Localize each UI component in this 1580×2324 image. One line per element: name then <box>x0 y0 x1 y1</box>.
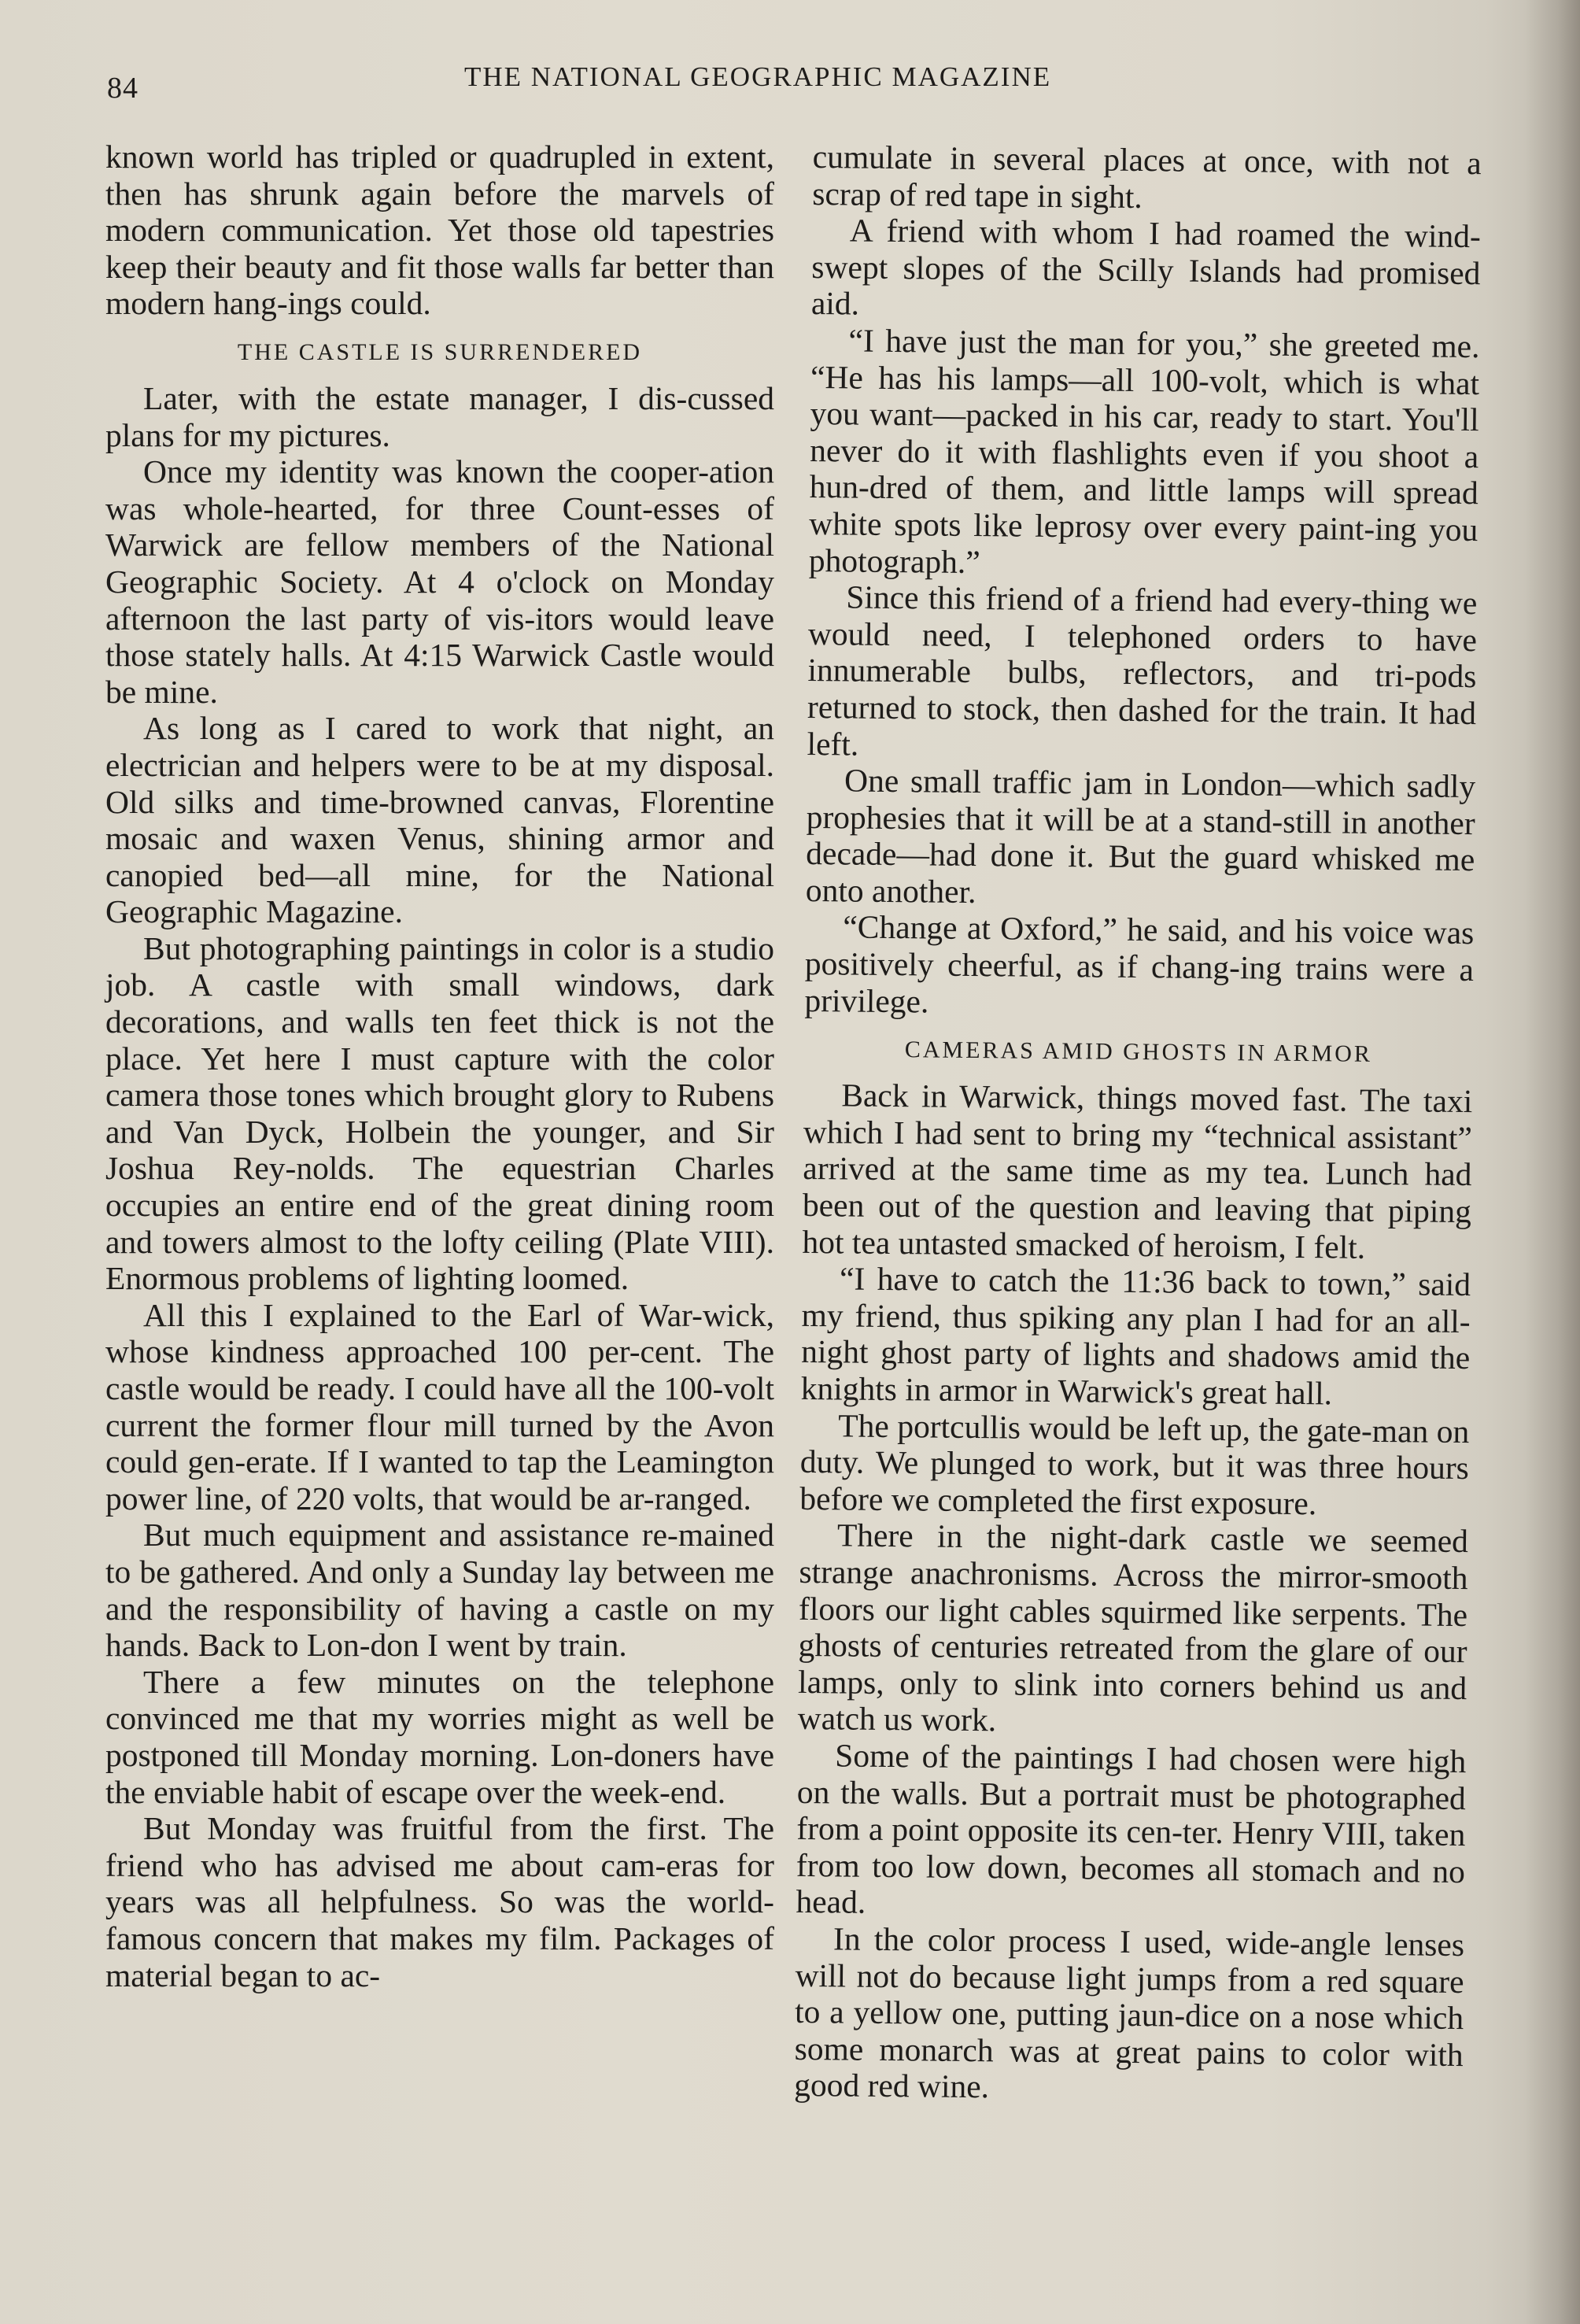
paragraph: Later, with the estate manager, I dis-cussed plans for my pictures. <box>105 379 774 453</box>
section-heading: THE CASTLE IS SURRENDERED <box>237 338 643 365</box>
section-heading: CAMERAS AMID GHOSTS IN ARMOR <box>904 1036 1373 1068</box>
paragraph: Once my identity was known the cooper-ation was whole-hearted, for three Count-esses of Warwick are fellow members of the National Geographic Society. At 4 o'clock on Monday afternoon the last party of vis-itors would leave those stately halls. At 4:15 Warwick Castle would be mine. <box>105 453 774 710</box>
right-column <box>794 139 1482 2110</box>
paragraph: A friend with whom I had roamed the wind-swept slopes of the Scilly Islands had promised aid. <box>810 212 1482 322</box>
paragraph: One small traffic jam in London—which sadly prophesies that it will be at a stand-still in another decade—had done it. But the guard whisked me onto another. <box>805 762 1476 910</box>
paragraph: The portcullis would be left up, the gate-man on duty. We plunged to work, but it was three hours before we completed the first exposure. <box>799 1406 1470 1522</box>
left-column <box>105 139 774 1993</box>
paragraph: But Monday was fruitful from the first. The friend who has advised me about cam-eras for years was all helpfulness. So was the world-famous concern that makes my film. Packages of material began to ac- <box>105 1810 774 1993</box>
paragraph: “I have just the man for you,” she greeted me. “He has his lamps—all 100-volt, which is what you want—packed in his car, ready to start. You'll never do it with flashlights even if you shoot a hun-dred of them, and little lamps will spread white spots like leprosy over every paint-ing you photograph.” <box>808 322 1480 580</box>
paragraph: As long as I cared to work that night, an electrician and helpers were to be at my disposal. Old silks and time-browned canvas, Florentine mosaic and waxen Venus, shining armor and canopied bed—all mine, for the National Geographic Magazine. <box>105 710 774 930</box>
paragraph: There a few minutes on the telephone convinced me that my worries might as well be postponed till Monday morning. Lon-doners have the enviable habit of escape over the week-end. <box>105 1663 774 1810</box>
paragraph: Since this friend of a friend had every-thing we would need, I telephoned orders to have innumerable bulbs, reflectors, and tri-pods returned to stock, then dashed for the train. It had left. <box>807 578 1478 763</box>
paragraph: But photographing paintings in color is a studio job. A castle with small windows, dark decorations, and walls ten feet thick is not the place. Yet here I must capture with the color camera those tones which brought glory to Rubens and Van Dyck, Holbein the younger, and Sir Joshua Rey-nolds. The equestrian Charles occupies an entire end of the great dining room and towers almost to the lofty ceiling (Plate VIII). Enormous problems of lighting loomed. <box>105 929 774 1297</box>
paragraph: In the color process I used, wide-angle lenses will not do because light jumps from a red square to a yellow one, putting jaun-dice on a nose which some monarch was at great pains to color with good red wine. <box>794 1920 1465 2105</box>
paragraph: cumulate in several places at once, with not a scrap of red tape in sight. <box>812 139 1482 215</box>
binding-shadow <box>1525 0 1580 2324</box>
page-header <box>102 61 1149 105</box>
paragraph: “I have to catch the 11:36 back to town,” said my friend, thus spiking any plan I had for an all-night ghost party of lights and shadows amid the knights in armor in Warwick's great hall. <box>800 1260 1471 1412</box>
paragraph: known world has tripled or quadrupled in extent, then has shrunk again before the marvels of modern communication. Yet those old tapestries keep their beauty and fit those walls far better than modern hang-ings could. <box>105 139 774 322</box>
paragraph: Some of the paintings I had chosen were high on the walls. But a portrait must be photographed from a point opposite its cen-ter. Henry VIII, taken from too low down, becomes all stomach and no head. <box>796 1737 1467 1921</box>
paragraph: “Change at Oxford,” he said, and his voice was positively cheerful, as if chang-ing trains were a privilege. <box>804 908 1475 1020</box>
paragraph: Back in Warwick, things moved fast. The taxi which I had sent to bring my “technical assistant” arrived at the same time as my tea. Lunch had been out of the question and leaving that piping hot tea untasted smacked of heroism, I felt. <box>802 1077 1473 1265</box>
paragraph: But much equipment and assistance re-mained to be gathered. And only a Sunday lay between me and the responsibility of having a castle on my hands. Back to Lon-don I went by train. <box>105 1517 774 1664</box>
paragraph: All this I explained to the Earl of War-wick, whose kindness approached 100 per-cent. The castle would be ready. I could have all the 100-volt current the former flour mill turned by the Avon could gen-erate. If I wanted to tap the Leamington power line, of 220 volts, that would be ar-ranged. <box>105 1296 774 1517</box>
page-number: 84 <box>107 72 138 105</box>
running-head: THE NATIONAL GEOGRAPHIC MAGAZINE <box>464 61 1052 92</box>
paragraph: There in the night-dark castle we seemed strange anachronisms. Across the mirror-smooth floors our light cables squirmed like serpents. The ghosts of centuries retreated from the glare of our lamps, only to slink into corners behind us and watch us work. <box>797 1517 1469 1738</box>
